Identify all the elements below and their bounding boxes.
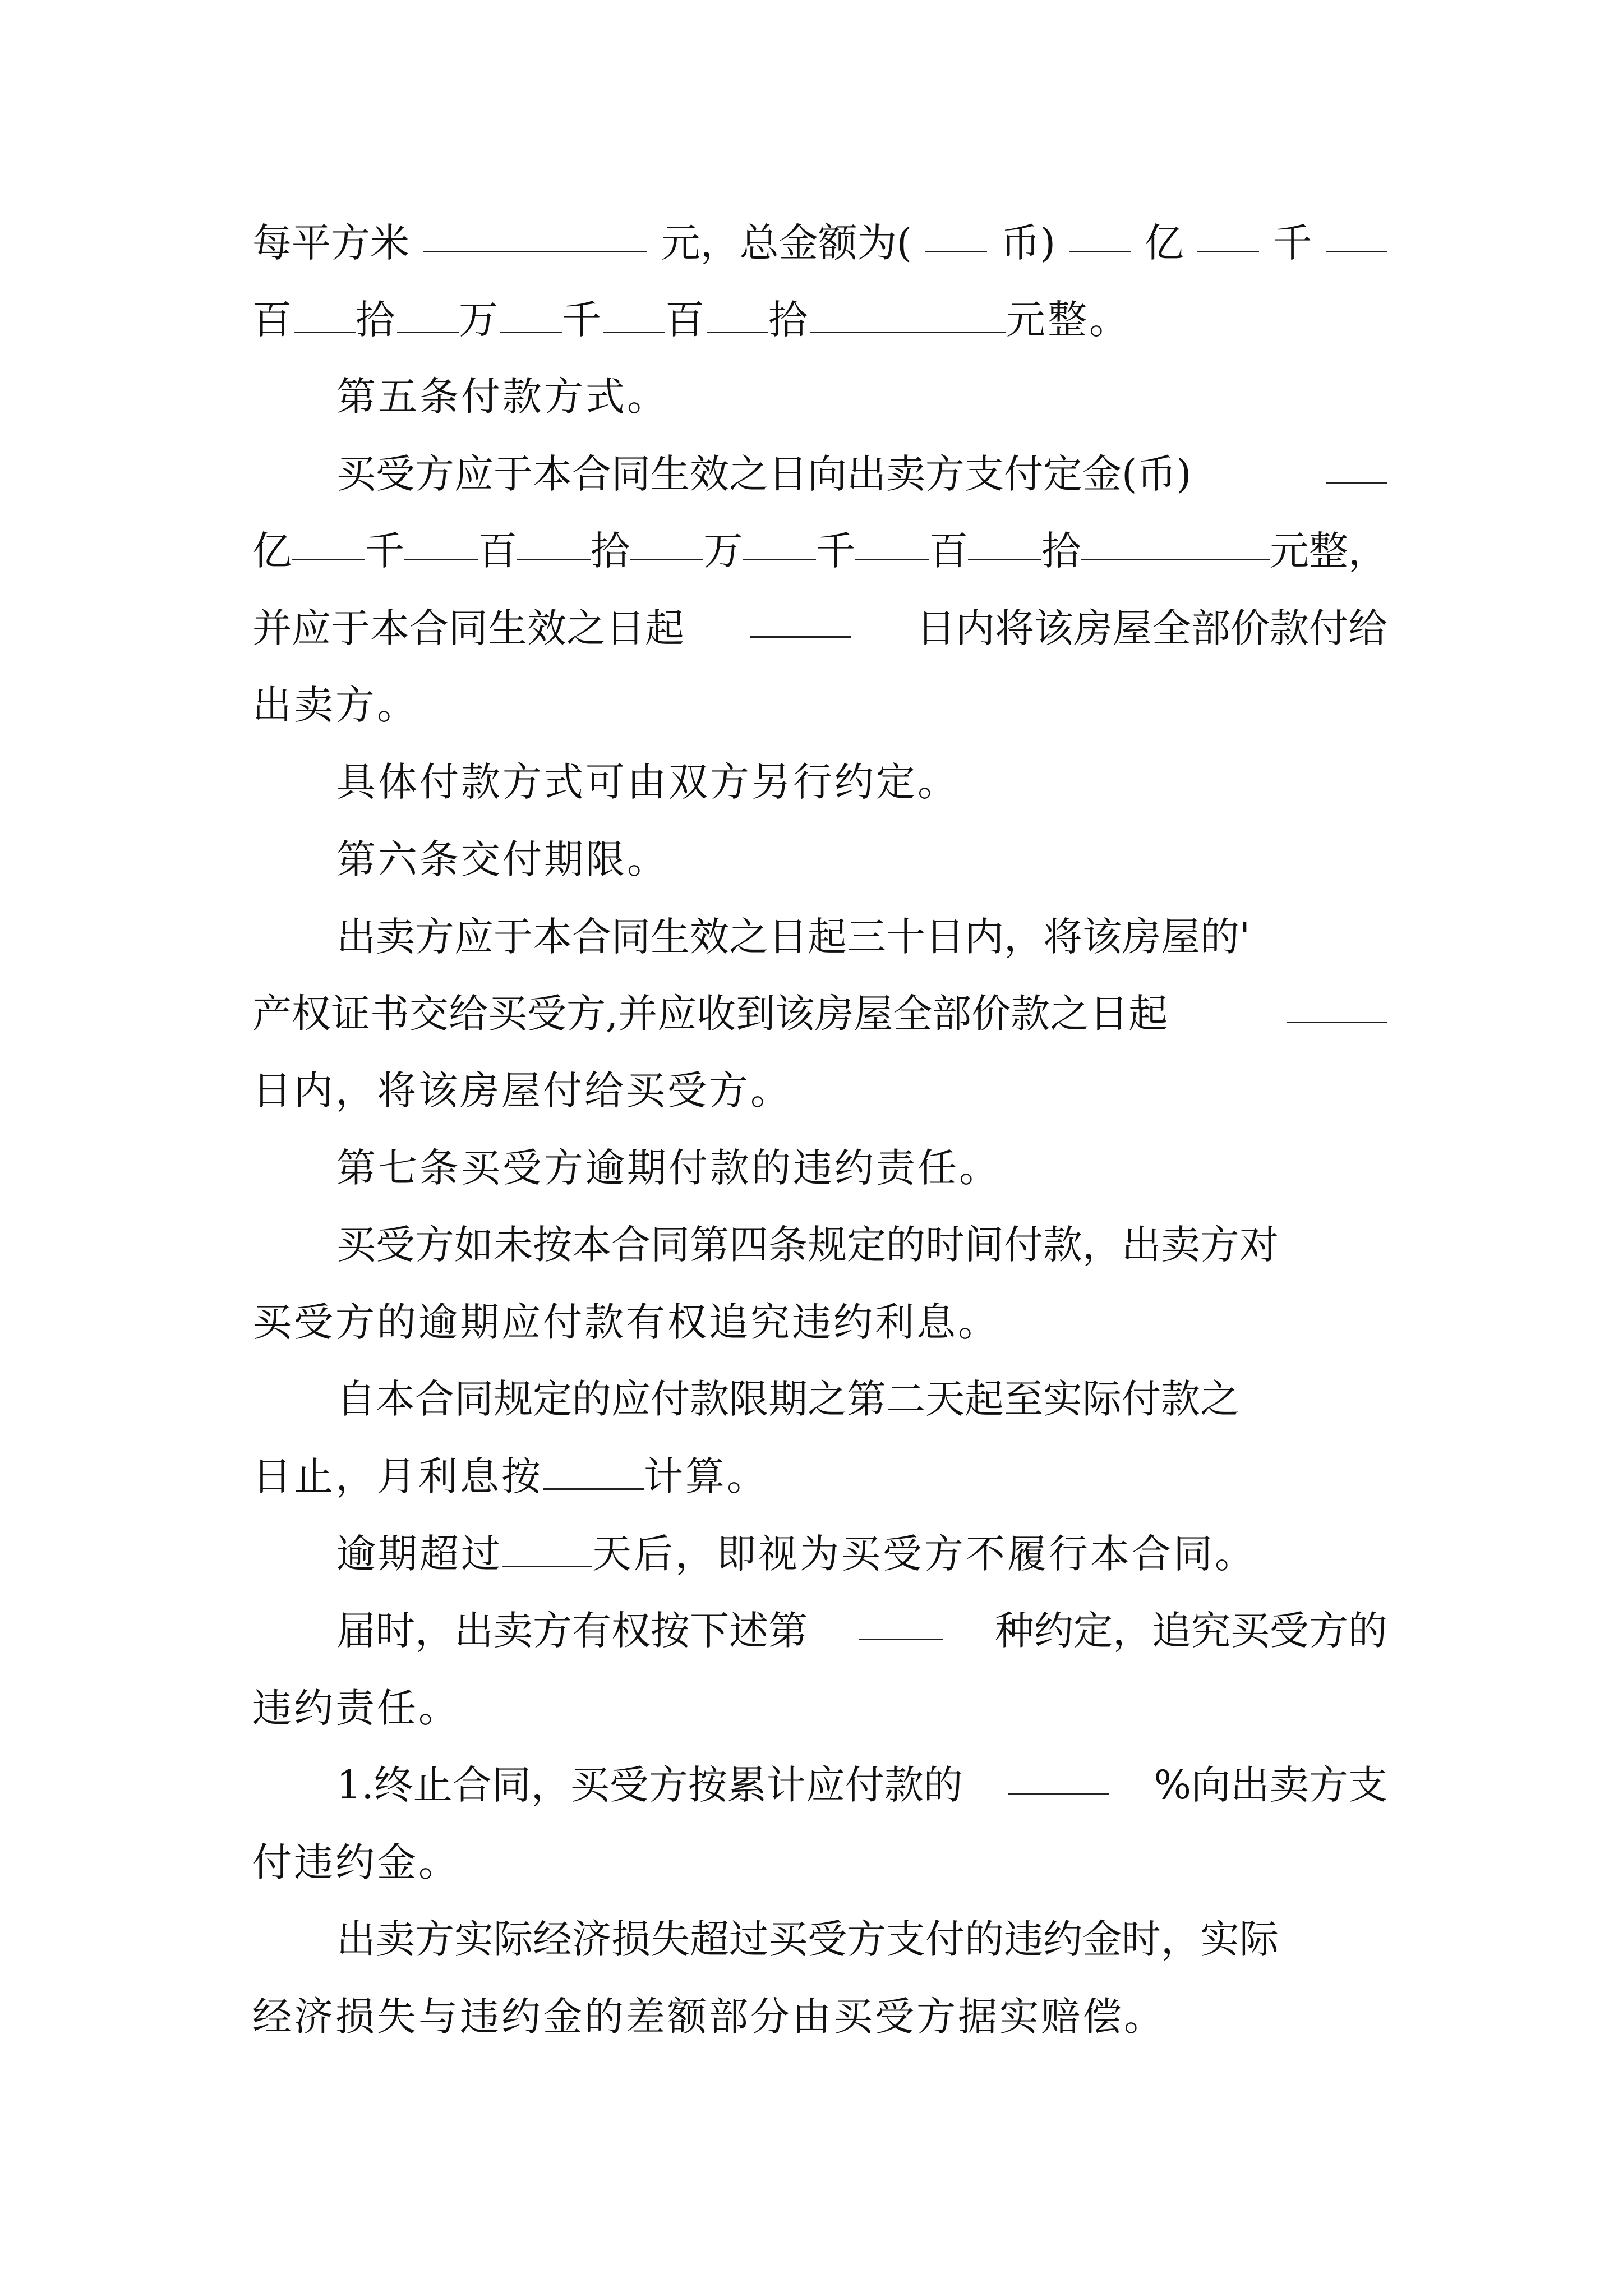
text-segment: 拾 — [591, 528, 630, 574]
text-segment: 拾 — [356, 297, 397, 343]
fill-blank — [750, 600, 851, 638]
text-line-5 — [252, 523, 1387, 579]
text-line-22 — [252, 1834, 460, 1890]
text-segment: 1.终止合同，买受方按累计应付款的 — [336, 1762, 963, 1808]
text-line-16 — [336, 1371, 1387, 1427]
text-segment: 经济损失与违约金的差额部分由买受方据实赔偿。 — [252, 1994, 1165, 2040]
fill-blank — [810, 296, 1006, 333]
text-segment: 日内将该房屋全部价款付给 — [916, 605, 1387, 651]
fill-blank — [404, 523, 478, 560]
fill-blank — [855, 523, 929, 560]
fill-blank — [603, 296, 665, 333]
text-segment: 届时，出卖方有权按下述第 — [336, 1608, 808, 1654]
text-segment: 币) — [1000, 220, 1056, 266]
fill-blank — [1326, 446, 1387, 484]
text-line-14 — [336, 1217, 1387, 1273]
text-segment: 产权证书交给买受方,并应收到该房屋全部价款之日起 — [252, 991, 1168, 1037]
fill-blank — [1081, 523, 1270, 560]
text-segment: 具体付款方式可由双方另行约定。 — [336, 759, 959, 805]
fill-blank — [500, 296, 562, 333]
text-segment: 种约定，追究买受方的 — [995, 1608, 1387, 1654]
text-segment: 亿 — [1144, 220, 1184, 266]
text-line-1 — [252, 215, 1387, 271]
text-segment: 买受方如未按本合同第四条规定的时间付款，出卖方对 — [336, 1222, 1279, 1268]
text-line-20 — [252, 1680, 460, 1736]
text-segment: 第五条付款方式。 — [336, 374, 668, 420]
text-line-19 — [336, 1603, 1387, 1659]
text-segment: 拾 — [1041, 528, 1081, 574]
text-segment: 百 — [929, 528, 969, 574]
text-segment: 百 — [478, 528, 518, 574]
text-segment: %向出卖方支 — [1154, 1762, 1387, 1808]
fill-blank — [925, 215, 987, 252]
text-segment: 日内，将该房屋付给买受方。 — [252, 1068, 792, 1114]
fill-blank — [292, 523, 365, 560]
fill-blank — [1069, 215, 1131, 252]
text-segment: 百 — [665, 297, 707, 343]
text-segment: 付违约金。 — [252, 1839, 460, 1885]
text-segment: 日止，月利息按 — [252, 1453, 543, 1499]
article-heading-7 — [336, 1140, 1000, 1196]
text-line-21 — [336, 1757, 1387, 1813]
text-segment: 万 — [459, 297, 500, 343]
fill-blank — [630, 523, 703, 560]
fill-blank — [707, 296, 768, 333]
text-line-17 — [252, 1448, 768, 1504]
fill-blank — [294, 296, 356, 333]
text-line-18 — [336, 1526, 1256, 1582]
text-segment: 亿 — [252, 528, 292, 574]
fill-blank — [397, 296, 459, 333]
text-segment: 逾期超过 — [336, 1531, 502, 1577]
text-line-4 — [336, 446, 1387, 502]
text-line-6 — [252, 600, 1387, 656]
text-segment: 千 — [562, 297, 603, 343]
text-segment: 千 — [816, 528, 856, 574]
fill-blank — [543, 1452, 644, 1490]
fill-blank — [968, 523, 1041, 560]
text-segment: 百 — [252, 297, 294, 343]
text-segment: 元整。 — [1006, 297, 1131, 343]
text-line-23 — [336, 1911, 1387, 1967]
fill-blank — [1326, 215, 1387, 252]
text-segment: 出卖方应于本合同生效之日起三十日内，将该房屋的' — [336, 914, 1251, 960]
article-heading-5 — [336, 369, 668, 425]
text-segment: 买受方应于本合同生效之日向出卖方支付定金(币) — [336, 451, 1192, 497]
text-line-11 — [252, 986, 1387, 1042]
text-line-15 — [252, 1294, 999, 1350]
text-segment: 出卖方实际经济损失超过买受方支付的违约金时，实际 — [336, 1916, 1279, 1962]
fill-blank — [423, 215, 647, 252]
text-segment: 自本合同规定的应付款限期之第二天起至实际付款之 — [336, 1376, 1239, 1422]
text-line-24 — [252, 1989, 1165, 2045]
text-segment: 第七条买受方逾期付款的违约责任。 — [336, 1145, 1000, 1191]
text-segment: 元整， — [1270, 528, 1387, 574]
fill-blank — [517, 523, 591, 560]
text-segment: 出卖方。 — [252, 682, 418, 728]
fill-blank — [859, 1603, 943, 1640]
fill-blank — [743, 523, 816, 560]
text-line-10 — [336, 909, 1387, 965]
text-line-7 — [252, 677, 418, 733]
fill-blank — [1197, 215, 1259, 252]
text-line-2 — [252, 292, 1131, 348]
text-line-8 — [336, 754, 959, 810]
text-segment: 千 — [365, 528, 405, 574]
fill-blank — [502, 1530, 592, 1567]
text-segment: 第六条交付期限。 — [336, 836, 668, 882]
text-segment: 万 — [703, 528, 743, 574]
text-segment: 每平方米 — [252, 220, 409, 266]
text-line-12 — [252, 1062, 792, 1119]
text-segment: 千 — [1272, 220, 1312, 266]
text-segment: 违约责任。 — [252, 1685, 460, 1731]
text-segment: 买受方的逾期应付款有权追究违约利息。 — [252, 1299, 999, 1345]
text-segment: 元，总金额为( — [661, 220, 912, 266]
article-heading-6 — [336, 831, 668, 887]
fill-blank — [1287, 986, 1387, 1023]
text-segment: 并应于本合同生效之日起 — [252, 605, 684, 651]
fill-blank — [1008, 1757, 1109, 1795]
text-segment: 天后，即视为买受方不履行本合同。 — [592, 1531, 1256, 1577]
text-segment: 计算。 — [644, 1453, 768, 1499]
text-segment: 拾 — [768, 297, 810, 343]
